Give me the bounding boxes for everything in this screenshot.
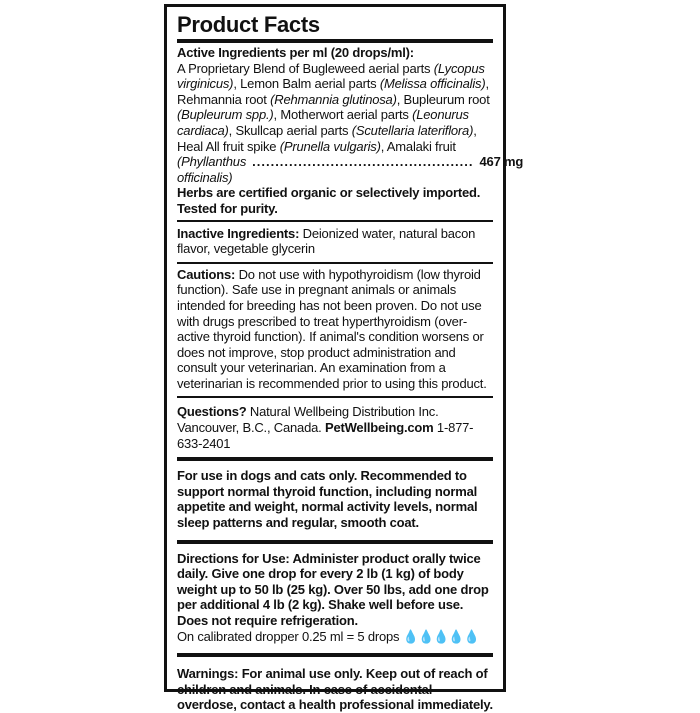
questions-text: Natural Wellbeing Distribution Inc. Vancouver, B.C., Canada. xyxy=(177,404,439,436)
botanical-name: (Leonurus cardiaca) xyxy=(177,107,469,138)
ingredient-note: Herbs are certified organic or selectively imported. Tested for purity. xyxy=(177,185,481,216)
ingredient-name: , Rehmannia root xyxy=(177,76,489,107)
website-link[interactable]: PetWellbeing.com xyxy=(324,420,434,436)
water-drop-icon: 💧💧💧💧💧 xyxy=(402,628,479,644)
ingredient-name: , Skullcap aerial parts xyxy=(228,122,352,138)
phone-number: 1-877-633-2401 xyxy=(177,420,474,451)
botanical-name: (Prunella vulgaris) xyxy=(279,138,381,154)
cautions-text: Do not use with hypothyroidism (low thyroid function). Safe use in pregnant animals or animals intended for breeding has not been proven. Do not use with drugs prescribed to treat hyperthyroidism (over-active thyroid function). If animal's condition worsens or does not improve, stop product administration and consult your veterinarian. An examination from a veterinarian is recommended prior to using this product. xyxy=(177,266,487,391)
cautions-section xyxy=(177,264,493,397)
warnings-section xyxy=(177,657,493,713)
leader-dots: ................................................ xyxy=(252,154,474,170)
botanical-name: (Scutellaria lateriflora) xyxy=(351,122,474,138)
inactive-text: Deionized water, natural bacon flavor, vegetable glycerin xyxy=(177,225,476,257)
botanical-name: (Rehmannia glutinosa) xyxy=(270,91,397,107)
use-section: For use in dogs and cats only. Recommended to support normal thyroid function, including normal appetite and weight, normal activity levels, normal sleep patterns and regular, smooth coat. xyxy=(177,468,478,531)
botanical-name: (Bupleurum spp.) xyxy=(177,107,274,123)
directions-section xyxy=(177,544,493,654)
ingredient-name: , Amalaki fruit xyxy=(380,138,456,154)
active-ingredients-heading: Active Ingredients per ml (20 drops/ml): xyxy=(177,45,414,60)
botanical-name: (Melissa officinalis) xyxy=(379,76,486,92)
inactive-heading: Inactive Ingredients: xyxy=(177,225,300,241)
ingredient-name: , Lemon Balm aerial parts xyxy=(233,76,380,92)
questions-section xyxy=(177,398,493,457)
directions-text: Administer product orally twice daily. Give one drop for every 2 lb (1 kg) of body weight up to 50 lb (25 kg). Over 50 lbs, add one drop per additional 4 lb (2 kg). Shake well before use. Does not require refrigeration. xyxy=(177,550,489,628)
inactive-ingredients-section xyxy=(177,222,493,262)
panel-title: Product Facts xyxy=(177,12,320,37)
warnings-text: For animal use only. Keep out of reach of children and animals. In case of accidental overdose, contact a health professional immediately. xyxy=(177,666,493,713)
cautions-heading: Cautions: xyxy=(177,266,236,282)
ingredient-blend xyxy=(177,61,493,155)
dropper-text: On calibrated dropper 0.25 ml = 5 drops xyxy=(177,628,400,644)
amount-row xyxy=(177,154,524,185)
product-facts-panel xyxy=(164,4,524,713)
last-ingredient: (Phyllanthus officinalis) xyxy=(177,154,247,185)
amount-value: 467 mg xyxy=(479,154,524,170)
ingredient-name: , Bupleurum root xyxy=(396,91,490,107)
directions-heading: Directions for Use: xyxy=(177,550,290,566)
ingredient-name: , Motherwort aerial parts xyxy=(273,107,413,123)
ingredient-name: A Proprietary Blend of Bugleweed aerial parts xyxy=(177,60,434,76)
active-ingredients-section xyxy=(177,43,524,220)
ingredient-name: , Heal All fruit spike xyxy=(177,122,477,154)
warnings-heading: Warnings: xyxy=(177,666,239,682)
dropper-note xyxy=(177,629,493,645)
botanical-name: (Lycopus virginicus) xyxy=(177,60,485,92)
questions-heading: Questions? xyxy=(177,404,247,420)
